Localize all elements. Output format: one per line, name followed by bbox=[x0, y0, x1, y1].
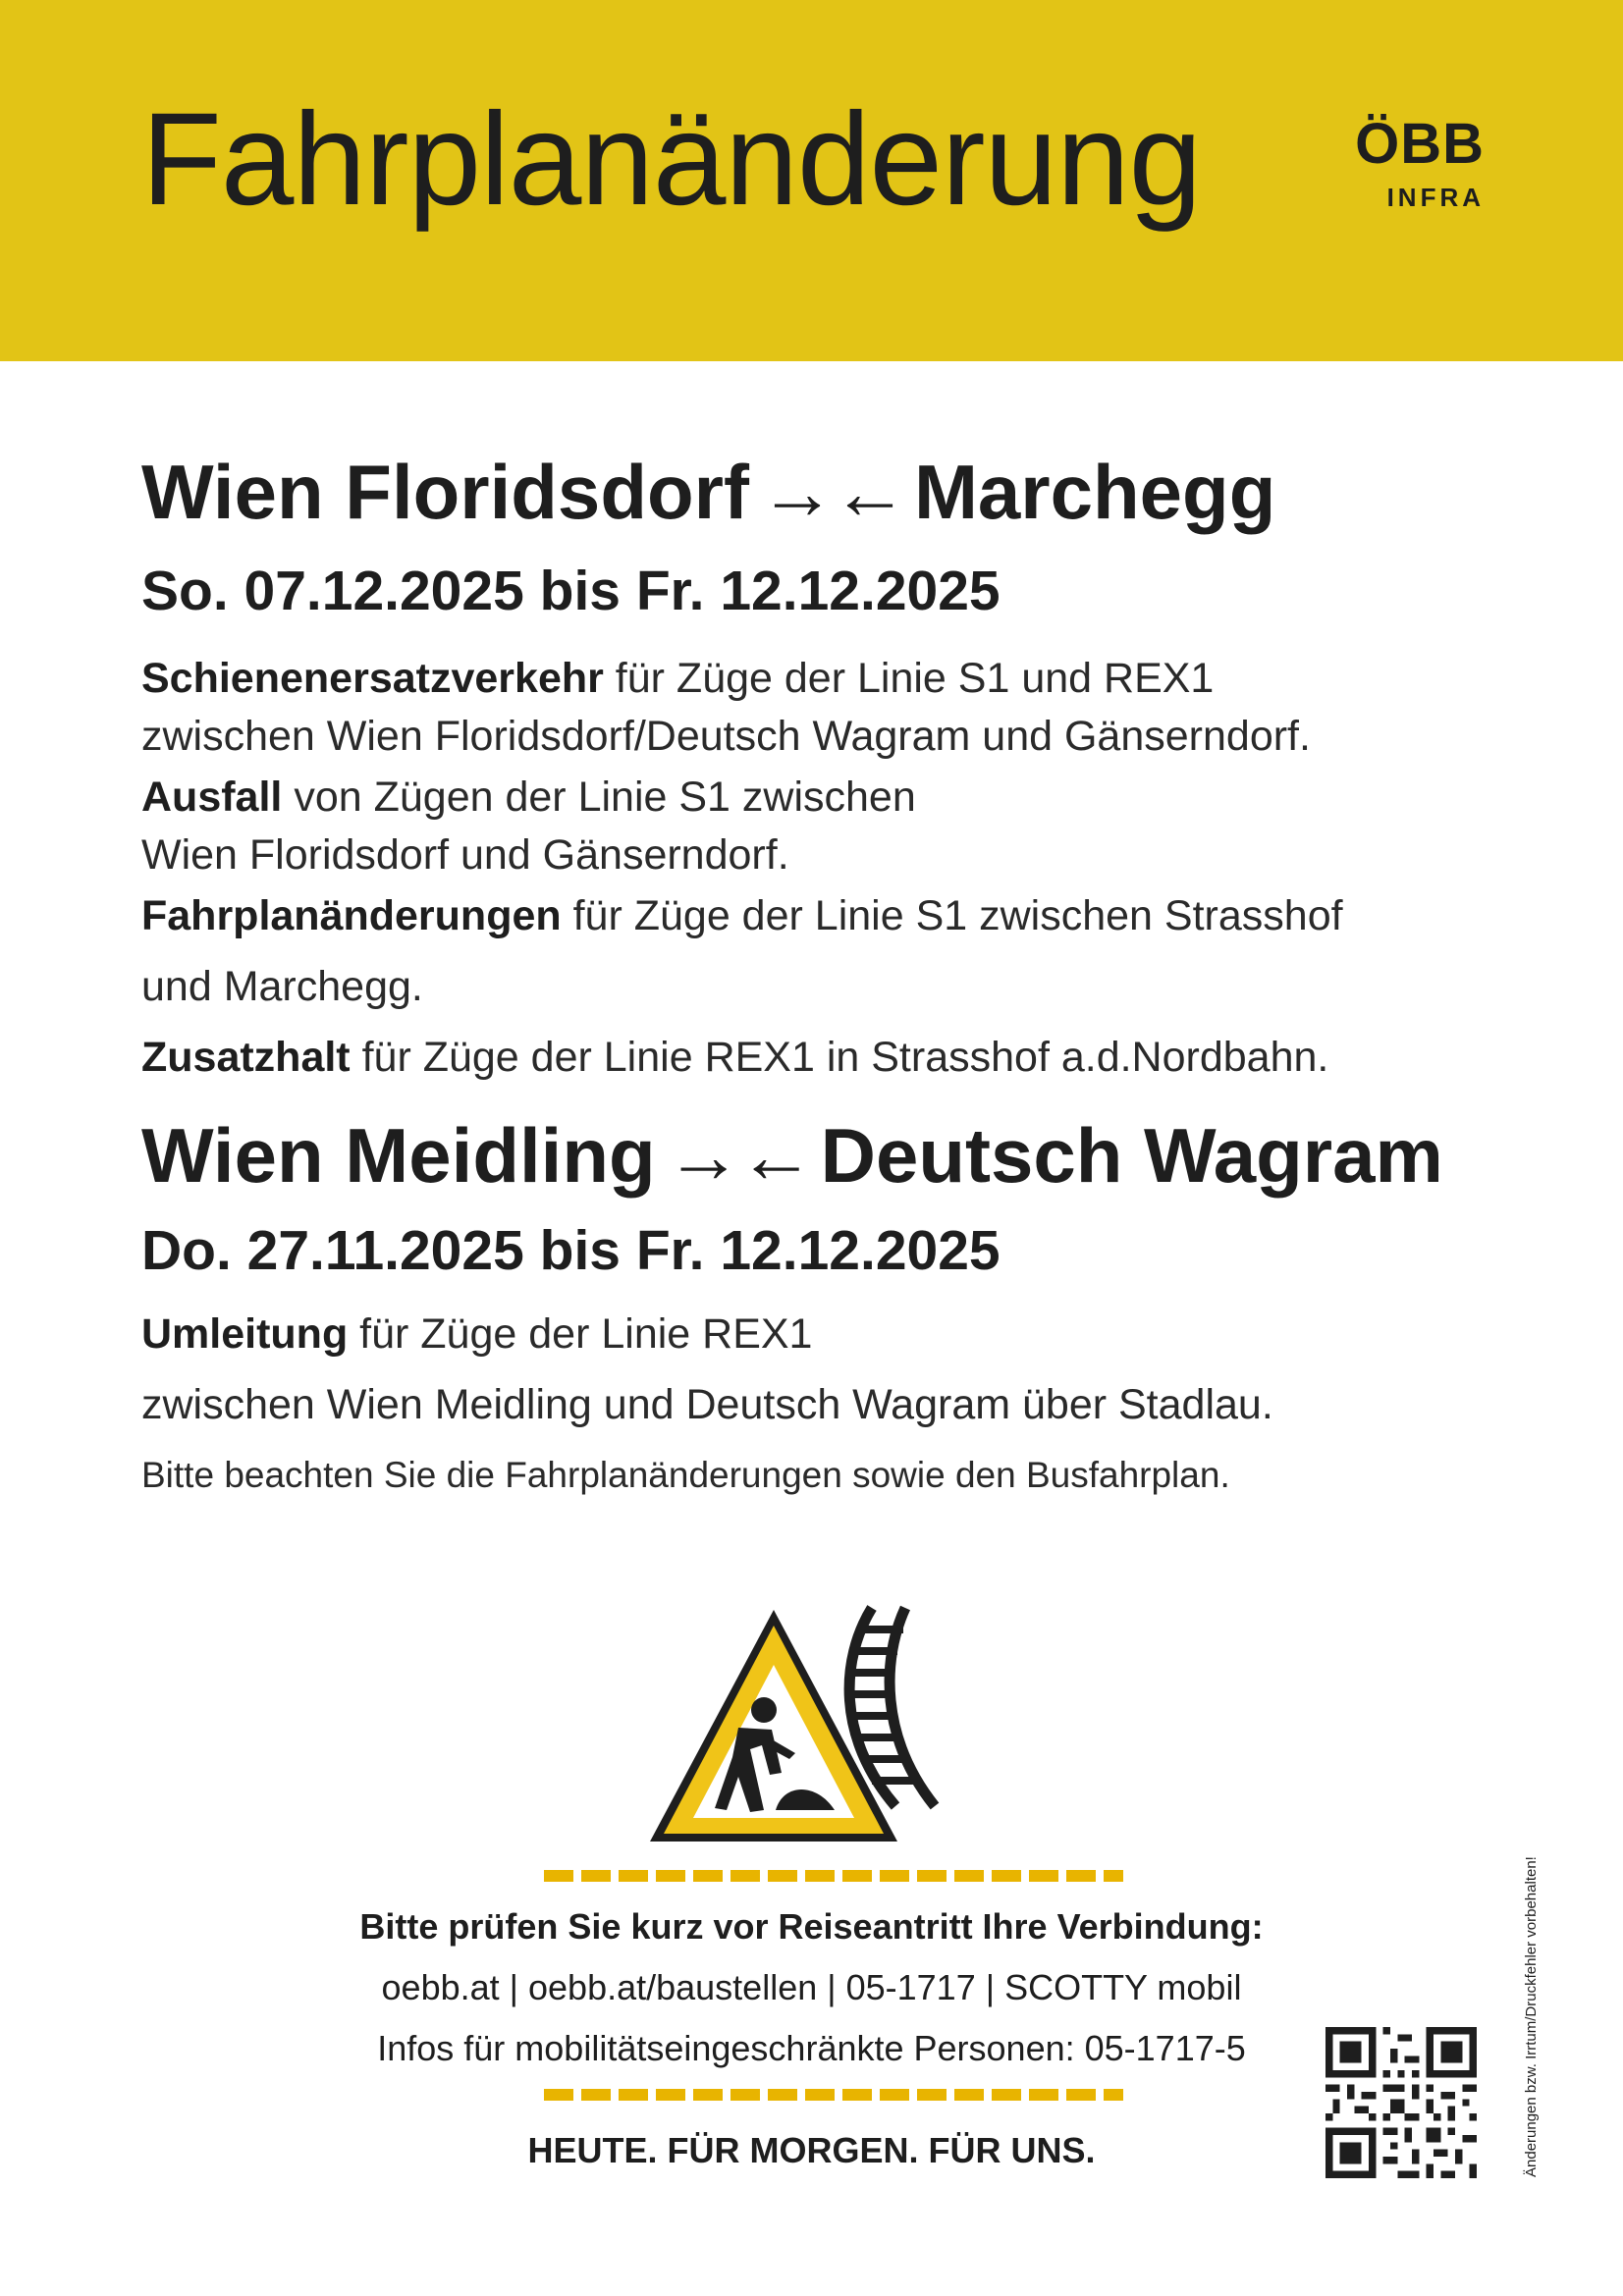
contact-line: oebb.at | oebb.at/baustellen | 05-1717 | SCOTTY mobil bbox=[381, 1967, 1242, 2007]
notice-text: für Züge der Linie S1 zwischen Strasshof bbox=[561, 892, 1343, 939]
divider-dashes bbox=[544, 1870, 1123, 1884]
bidirectional-arrow-icon: →← bbox=[665, 1112, 811, 1199]
notice-text: für Züge der Linie S1 und REX1 bbox=[603, 655, 1215, 702]
logo-mark: ÖBB bbox=[1355, 112, 1485, 176]
mobility-info-line: Infos für mobilitätseingeschränkte Personen: 05-1717-5 bbox=[377, 2028, 1246, 2068]
route-to: Marchegg bbox=[913, 449, 1276, 535]
notice-line: zwischen Wien Floridsdorf/Deutsch Wagram und Gänserndorf. bbox=[141, 713, 1311, 760]
notice-line: zwischen Wien Meidling und Deutsch Wagram über Stadlau. bbox=[141, 1381, 1273, 1428]
logo-subtitle: INFRA bbox=[1386, 183, 1485, 212]
notice-hint: Bitte beachten Sie die Fahrplanänderungen sowie den Busfahrplan. bbox=[141, 1455, 1230, 1495]
notice-line: und Marchegg. bbox=[141, 963, 423, 1010]
route-from: Wien Meidling bbox=[141, 1112, 656, 1199]
route-from: Wien Floridsdorf bbox=[141, 449, 749, 535]
notice-line bbox=[141, 892, 1343, 939]
construction-warning-icon bbox=[648, 1600, 1041, 1855]
route-heading-2 bbox=[141, 1112, 1516, 1199]
disclaimer-note: Änderungen bzw. Irrtum/Druckfehler vorbehalten! bbox=[1523, 1856, 1540, 2177]
notice-line: Wien Floridsdorf und Gänserndorf. bbox=[141, 831, 789, 879]
header-banner bbox=[0, 0, 1623, 361]
notice-keyword: Zusatzhalt bbox=[141, 1034, 351, 1081]
notice-text: für Züge der Linie REX1 in Strasshof a.d.Nordbahn. bbox=[350, 1034, 1329, 1081]
notice-keyword: Fahrplanänderungen bbox=[141, 892, 562, 939]
notice-text: von Zügen der Linie S1 zwischen bbox=[282, 774, 916, 821]
notice-line bbox=[141, 776, 916, 819]
slogan: HEUTE. FÜR MORGEN. FÜR UNS. bbox=[527, 2130, 1096, 2170]
notice-line bbox=[141, 1310, 813, 1358]
qr-code-icon[interactable] bbox=[1325, 2027, 1477, 2178]
notice-keyword: Umleitung bbox=[141, 1310, 349, 1358]
check-connection-text: Bitte prüfen Sie kurz vor Reiseantritt Ihre Verbindung: bbox=[359, 1906, 1264, 1947]
notice-text: für Züge der Linie REX1 bbox=[348, 1310, 813, 1358]
notice-keyword: Schienenersatzverkehr bbox=[141, 655, 604, 702]
oebb-infra-logo bbox=[1335, 112, 1485, 214]
page-title: Fahrplanänderung bbox=[141, 86, 1202, 233]
bidirectional-arrow-icon: →← bbox=[758, 449, 904, 535]
date-range-2: Do. 27.11.2025 bis Fr. 12.12.2025 bbox=[141, 1219, 1001, 1282]
route-to: Deutsch Wagram bbox=[820, 1112, 1443, 1199]
notice-line bbox=[141, 655, 1215, 702]
date-range-1: So. 07.12.2025 bis Fr. 12.12.2025 bbox=[141, 560, 1001, 622]
notice-keyword: Ausfall bbox=[141, 774, 283, 821]
notice-line bbox=[141, 1034, 1329, 1081]
route-heading-1 bbox=[141, 449, 1516, 535]
divider-dashes bbox=[544, 2089, 1123, 2103]
